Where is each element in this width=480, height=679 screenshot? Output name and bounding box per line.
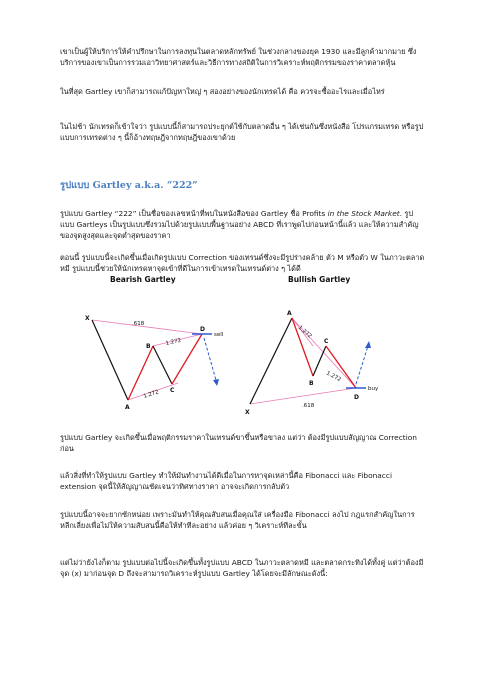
paragraph-intro: เขาเป็นผู้ให้บริการให้คำปรึกษาในการลงทุนในตลาดหลักทรัพย์ ในช่วงกลางของยุค 1930 และมีลูกค้ามากมาย ซึ่งบริการของเขาเป็นการรวมเอาวิทยาศาสตร์และวิธีการทางสถิติในการวิเคราะห์พฤติกรรมของราคาตลาดหุ้น bbox=[60, 47, 417, 67]
point-x-label: X bbox=[245, 409, 250, 416]
point-a-label: A bbox=[287, 310, 292, 317]
projection-arrow-icon bbox=[365, 341, 371, 348]
paragraph-fibonacci: แล้วสิ่งที่ทำให้รูปแบบ Gartley ทำให้มันทำงานได้ดีเมื่อในการหาจุดเหล่านี้คือ Fibonacci และ Fibonacci extension จุดนี้ให้สัญญาณชัดเจนว่าทิศทางราคา อาจจะเกิดการกลับตัว bbox=[60, 471, 392, 491]
point-b-label: B bbox=[309, 380, 314, 387]
paragraph-difficulty: รูปแบบนี้อาจจะยากซักหน่อย เพราะมันทำให้คุณสับสนเมื่อคุณใส่ เครื่องมือ Fibonacci ลงไป กฎแรกสำคัญในการหลีกเลี่ยงเพื่อไม่ให้ความสับสนนี้คือให้ทำทีละอย่าง แล้วค่อย ๆ วิเคราะห์ทีละขั้น bbox=[60, 510, 415, 530]
paragraph-when-occurs: รูปแบบ Gartley จะเกิดขึ้นเมื่อพฤติกรรมราคาในเทรนด์ขาขึ้นหรือขาลง แต่ว่า ต้องมีรูปแบบสัญญาณ Correction ก่อน bbox=[60, 433, 417, 453]
section-heading: รูปแบบ Gartley a.k.a. “222” bbox=[60, 180, 198, 191]
point-b-label: B bbox=[146, 343, 151, 350]
ratio-ab-label: 1.272 bbox=[296, 324, 313, 340]
point-c-label: C bbox=[324, 338, 329, 345]
projection-line bbox=[204, 338, 216, 380]
leg-xa bbox=[250, 318, 292, 404]
projection-line bbox=[356, 346, 368, 384]
leg-xa bbox=[92, 320, 128, 400]
point-x-label: X bbox=[85, 315, 90, 322]
paragraph-222-definition bbox=[60, 208, 425, 241]
bearish-gartley-title: Bearish Gartley bbox=[110, 275, 176, 284]
fib-line-xd bbox=[250, 388, 356, 404]
ratio-bd-label: 1.272 bbox=[165, 337, 182, 347]
bearish-gartley-diagram bbox=[80, 268, 240, 410]
bullish-gartley-diagram bbox=[240, 268, 400, 416]
leg-bc bbox=[153, 346, 172, 384]
ratio-ac-label: 1.272 bbox=[142, 389, 160, 400]
leg-cd bbox=[326, 346, 356, 388]
ratio-bd-label: 1.272 bbox=[325, 370, 342, 384]
sell-label: sell bbox=[214, 332, 224, 338]
paragraph-222-part1: รูปแบบ Gartley “222” เป็นชื่อของเลขหน้าที่พบในหนังสือของ Gartley ชื่อ Profits bbox=[60, 209, 328, 218]
book-title: in the Stock Market bbox=[327, 209, 400, 218]
bullish-gartley-title: Bullish Gartley bbox=[288, 275, 351, 284]
paragraph-abcd-x: แต่ไม่ว่ายังไงก็ตาม รูปแบบต่อไปนี้จะเกิดขึ้นทั้งรูปแบบ ABCD ในภาวะตลาดหมี และตลาดกระทิงได้ทั้งคู่ แต่ว่าต้องมีจุด (x) มาก่อนจุด D ถึงจะสามารถวิเคราะห์รูปแบบ Gartley ได้โดยจะมีลักษณะดังนี้: bbox=[60, 558, 424, 578]
point-a-label: A bbox=[125, 404, 130, 410]
ratio-xd-label: .618 bbox=[302, 403, 315, 409]
paragraph-correction-pattern: ตอนนี้ รูปแบบนี้จะเกิดขึ้นเมื่อเกิดรูปแบบ Correction ของเทรนด์ซึ่งจะมีรูปร่างคล้าย ตัว M หรือตัว W ในภาวะตลาดหมี รูปแบบนี้ช่วยให้นักเทรดหาจุดเข้าที่ดีในการเข้าเทรดในเทรนด์ต่าง ๆ ได้ดี bbox=[60, 253, 425, 273]
buy-label: buy bbox=[368, 386, 379, 392]
point-d-label: D bbox=[354, 394, 359, 401]
paragraph-traders-applied: ในไม่ช้า นักเทรดก็เข้าใจว่า รูปแบบนี้ก็สามารถประยุกต์ใช้กับตลาดอื่น ๆ ได้เช่นกันซึ่งหนังสือ โปรแกรมเทรด หรือรูปแบบการเทรดต่าง ๆ นี้ก็อ้างทฤษฎีจากทฤษฎีของเขาด้วย bbox=[60, 122, 424, 142]
point-d-label: D bbox=[200, 326, 205, 333]
fib-line-xd bbox=[92, 320, 202, 334]
ratio-xd-label: .618 bbox=[132, 321, 145, 327]
leg-bc bbox=[313, 346, 326, 376]
point-c-label: C bbox=[170, 387, 175, 394]
projection-arrow-icon bbox=[213, 379, 219, 386]
paragraph-222-part2: . รูปแบบ Gartleys เป็นรูปแบบซึ่งรวมไปด้วยรูปแบบพื้นฐานอย่าง ABCD ที่เราพูดไปก่อนหน้านี้แล้ว และให้ความสำคัญของจุดสูงสุดและจุดต่ำสุดของราคา bbox=[60, 209, 419, 240]
paragraph-gartley-solved: ในที่สุด Gartley เขาก็สามารถแก้ปัญหาใหญ่ ๆ สองอย่างของนักเทรดได้ คือ ควรจะซื้ออะไรและเมื่อไหร่ bbox=[60, 87, 385, 96]
